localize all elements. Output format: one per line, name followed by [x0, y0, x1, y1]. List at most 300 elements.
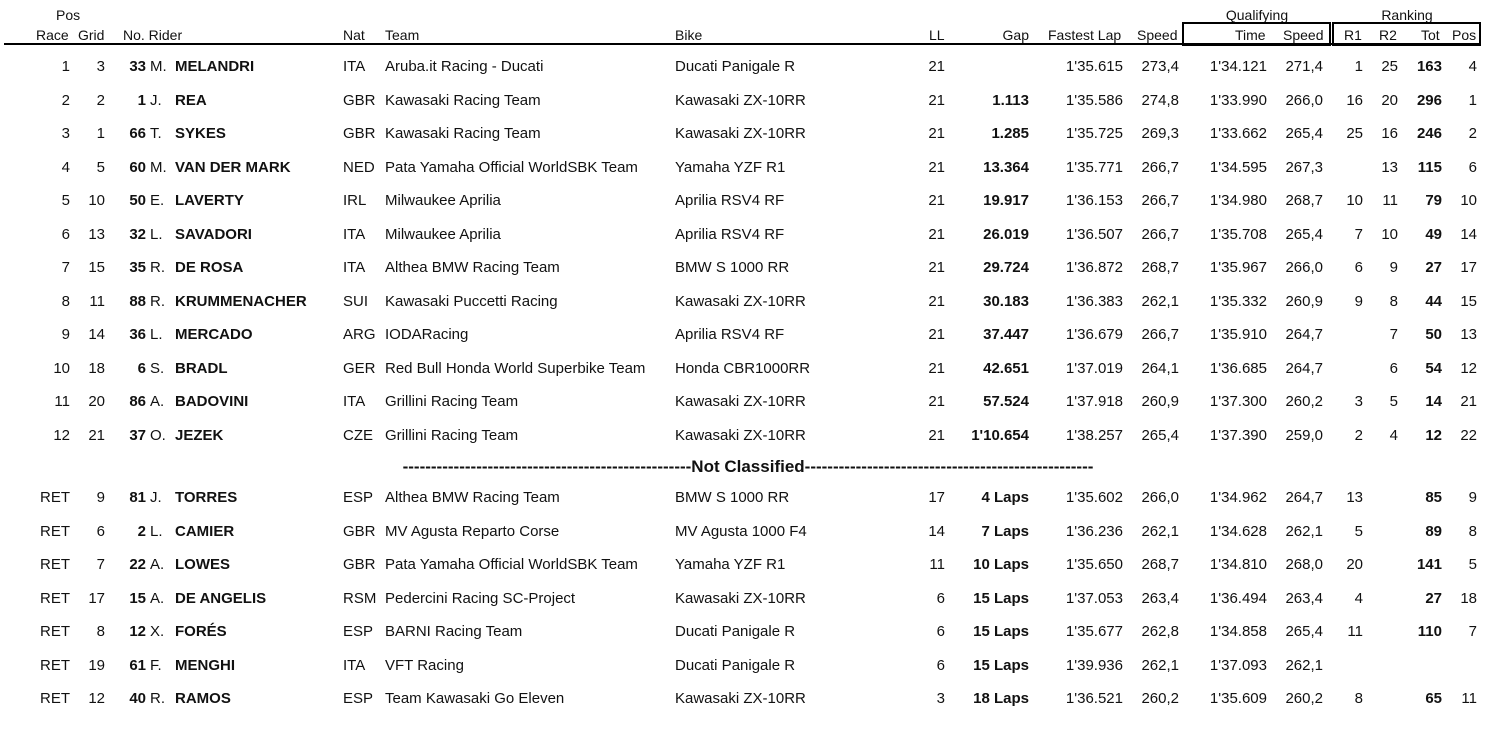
rider-name-cell: CAMIER	[175, 522, 235, 540]
ranking-r1-cell: 13	[1346, 489, 1363, 506]
rider-name-cell: LOWES	[175, 556, 230, 573]
header-q-time: Time	[1235, 27, 1266, 43]
speed-cell: 268,7	[1141, 556, 1179, 573]
fastest-lap-cell: 1'36.521	[1065, 690, 1123, 707]
laps-led-cell: 14	[928, 522, 945, 540]
ranking-pos-cell: 4	[1468, 58, 1477, 75]
speed-cell: 266,7	[1141, 158, 1179, 176]
qualifying-time-cell: 1'36.685	[1209, 359, 1267, 377]
fastest-lap-cell: 1'35.615	[1065, 58, 1123, 75]
qualifying-time-cell: 1'37.390	[1209, 426, 1267, 444]
rider-name-cell: RAMOS	[175, 690, 231, 707]
laps-led-cell: 11	[929, 556, 945, 573]
rider-number-cell: 60	[129, 158, 146, 176]
nationality-cell: ITA	[343, 259, 366, 276]
ranking-pos-cell: 18	[1460, 589, 1477, 607]
qualifying-speed-cell: 268,0	[1285, 556, 1323, 573]
rider-name-cell: DE ROSA	[175, 259, 244, 276]
gap-cell: 18 Laps	[973, 690, 1029, 707]
ranking-total-cell: 85	[1425, 489, 1442, 506]
team-cell: Milwaukee Aprilia	[385, 192, 501, 209]
bike-cell: BMW S 1000 RR	[675, 489, 790, 506]
gap-cell: 57.524	[983, 393, 1029, 410]
nationality-cell: CZE	[343, 426, 373, 444]
race-pos-cell: 4	[61, 158, 70, 176]
qualifying-time-cell: 1'34.121	[1209, 58, 1267, 75]
rider-name-cell: KRUMMENACHER	[175, 292, 307, 310]
qualifying-time-cell: 1'34.858	[1209, 623, 1267, 640]
nationality-cell: ITA	[343, 225, 366, 243]
laps-led-cell: 6	[936, 656, 945, 674]
fastest-lap-cell: 1'35.586	[1065, 91, 1123, 109]
fastest-lap-cell: 1'35.725	[1065, 125, 1123, 142]
ranking-r2-cell: 16	[1381, 125, 1398, 142]
fastest-lap-cell: 1'37.019	[1065, 359, 1123, 377]
race-pos-cell: 12	[53, 426, 70, 444]
bike-cell: Aprilia RSV4 RF	[675, 225, 785, 243]
fastest-lap-cell: 1'39.936	[1065, 656, 1123, 674]
ranking-pos-cell: 12	[1460, 359, 1477, 377]
fastest-lap-cell: 1'36.679	[1065, 326, 1123, 343]
rider-initial-cell: S.	[150, 359, 165, 377]
ranking-pos-cell: 13	[1460, 326, 1477, 343]
bike-cell: Ducati Panigale R	[675, 656, 796, 674]
team-cell: Pata Yamaha Official WorldSBK Team	[385, 556, 638, 573]
race-pos-cell: 3	[61, 125, 70, 142]
table-row	[0, 353, 1496, 386]
ranking-total-cell: 27	[1425, 259, 1442, 276]
team-cell: BARNI Racing Team	[385, 623, 523, 640]
nationality-cell: ESP	[343, 623, 374, 640]
rider-initial-cell: J.	[150, 489, 162, 506]
team-cell: Team Kawasaki Go Eleven	[385, 690, 565, 707]
nationality-cell: GBR	[343, 125, 376, 142]
rider-name-cell: JEZEK	[175, 426, 224, 444]
grid-cell: 15	[88, 259, 105, 276]
speed-cell: 264,1	[1141, 359, 1179, 377]
qualifying-speed-cell: 262,1	[1285, 656, 1323, 674]
rider-number-cell: 32	[129, 225, 146, 243]
ranking-total-cell: 141	[1416, 556, 1442, 573]
qualifying-time-cell: 1'35.967	[1209, 259, 1267, 276]
speed-cell: 263,4	[1141, 589, 1179, 607]
table-row	[0, 683, 1496, 716]
nationality-cell: ESP	[343, 690, 374, 707]
table-row	[0, 85, 1496, 118]
table-row	[0, 420, 1496, 453]
team-cell: Kawasaki Puccetti Racing	[385, 292, 558, 310]
rider-name-cell: VAN DER MARK	[175, 158, 291, 176]
header-no-rider: No. Rider	[123, 27, 183, 43]
bike-cell: Ducati Panigale R	[675, 623, 796, 640]
nationality-cell: ITA	[343, 393, 366, 410]
qualifying-time-cell: 1'34.980	[1209, 192, 1267, 209]
ranking-pos-cell: 17	[1460, 259, 1477, 276]
rider-number-cell: 12	[129, 623, 146, 640]
ranking-total-cell: 54	[1425, 359, 1442, 377]
ranking-r1-cell: 20	[1346, 556, 1363, 573]
nationality-cell: GER	[343, 359, 376, 377]
ranking-r1-cell: 4	[1354, 589, 1363, 607]
team-cell: Red Bull Honda World Superbike Team	[385, 359, 646, 377]
rider-initial-cell: R.	[150, 292, 165, 310]
rider-number-cell: 22	[129, 556, 146, 573]
header-fastest-lap: Fastest Lap	[1048, 27, 1122, 43]
grid-cell: 20	[88, 393, 105, 410]
bike-cell: Kawasaki ZX-10RR	[675, 393, 806, 410]
ranking-pos-cell: 15	[1460, 292, 1477, 310]
qualifying-time-cell: 1'37.093	[1209, 656, 1267, 674]
race-pos-cell: 8	[61, 292, 70, 310]
laps-led-cell: 21	[928, 192, 945, 209]
speed-cell: 265,4	[1141, 426, 1179, 444]
qualifying-time-cell: 1'35.609	[1209, 690, 1267, 707]
rider-initial-cell: J.	[150, 91, 162, 109]
race-pos-cell: RET	[40, 556, 70, 573]
speed-cell: 268,7	[1141, 259, 1179, 276]
gap-cell: 15 Laps	[973, 623, 1029, 640]
speed-cell: 266,7	[1141, 326, 1179, 343]
qualifying-time-cell: 1'35.332	[1209, 292, 1267, 310]
qualifying-speed-cell: 266,0	[1285, 259, 1323, 276]
laps-led-cell: 6	[936, 589, 945, 607]
rider-initial-cell: A.	[150, 393, 165, 410]
nationality-cell: GBR	[343, 91, 376, 109]
grid-cell: 2	[96, 91, 105, 109]
rider-name-cell: BADOVINI	[175, 393, 249, 410]
grid-cell: 13	[88, 225, 105, 243]
qualifying-speed-cell: 259,0	[1285, 426, 1323, 444]
rider-name-cell: MENGHI	[175, 656, 235, 674]
race-pos-cell: 6	[61, 225, 70, 243]
race-pos-cell: RET	[40, 589, 70, 607]
bike-cell: Kawasaki ZX-10RR	[675, 426, 806, 444]
team-cell: Pata Yamaha Official WorldSBK Team	[385, 158, 638, 176]
ranking-r1-cell: 9	[1354, 292, 1363, 310]
team-cell: VFT Racing	[385, 656, 464, 674]
laps-led-cell: 17	[928, 489, 945, 506]
ranking-total-cell: 296	[1416, 91, 1442, 109]
grid-cell: 8	[96, 623, 105, 640]
bike-cell: Kawasaki ZX-10RR	[675, 292, 806, 310]
ranking-r2-cell: 6	[1389, 359, 1398, 377]
rider-number-cell: 1	[137, 91, 146, 109]
ranking-r2-cell: 11	[1382, 192, 1398, 209]
rider-initial-cell: L.	[150, 326, 163, 343]
qualifying-speed-cell: 267,3	[1285, 158, 1323, 176]
ranking-total-cell: 27	[1425, 589, 1442, 607]
rider-name-cell: SAVADORI	[175, 225, 252, 243]
header-pos: Pos	[56, 7, 81, 23]
bike-cell: BMW S 1000 RR	[675, 259, 790, 276]
grid-cell: 5	[96, 158, 105, 176]
ranking-r1-cell: 5	[1354, 522, 1363, 540]
gap-cell: 1'10.654	[971, 426, 1029, 444]
fastest-lap-cell: 1'36.153	[1065, 192, 1123, 209]
grid-cell: 21	[88, 426, 105, 444]
ranking-total-cell: 115	[1417, 158, 1442, 176]
ranking-pos-cell: 9	[1468, 489, 1477, 506]
rider-number-cell: 35	[129, 259, 146, 276]
rider-name-cell: SYKES	[175, 125, 226, 142]
qualifying-time-cell: 1'35.910	[1209, 326, 1267, 343]
nationality-cell: ITA	[343, 656, 366, 674]
laps-led-cell: 21	[928, 225, 945, 243]
grid-cell: 14	[88, 326, 105, 343]
bike-cell: Kawasaki ZX-10RR	[675, 589, 806, 607]
table-row	[0, 386, 1496, 419]
team-cell: Althea BMW Racing Team	[385, 489, 560, 506]
gap-cell: 19.917	[983, 192, 1029, 209]
rider-number-cell: 88	[129, 292, 146, 310]
speed-cell: 266,0	[1141, 489, 1179, 506]
bike-cell: Yamaha YZF R1	[675, 158, 786, 176]
bike-cell: Ducati Panigale R	[675, 58, 796, 75]
race-pos-cell: RET	[40, 522, 70, 540]
ranking-pos-cell: 6	[1468, 158, 1477, 176]
nationality-cell: RSM	[343, 589, 377, 607]
gap-cell: 10 Laps	[973, 556, 1029, 573]
header-q-speed: Speed	[1283, 27, 1324, 43]
fastest-lap-cell: 1'37.053	[1065, 589, 1123, 607]
qualifying-speed-cell: 271,4	[1285, 58, 1323, 75]
gap-cell: 1.285	[991, 125, 1029, 142]
ranking-pos-cell: 10	[1460, 192, 1477, 209]
gap-cell: 30.183	[983, 292, 1029, 310]
rider-number-cell: 61	[129, 656, 146, 674]
laps-led-cell: 21	[928, 326, 945, 343]
team-cell: IODARacing	[385, 326, 469, 343]
qualifying-speed-cell: 264,7	[1285, 326, 1323, 343]
bike-cell: Kawasaki ZX-10RR	[675, 91, 806, 109]
qualifying-speed-cell: 266,0	[1285, 91, 1323, 109]
fastest-lap-cell: 1'35.771	[1065, 158, 1123, 176]
grid-cell: 19	[88, 656, 105, 674]
ranking-pos-cell: 1	[1468, 91, 1477, 109]
qualifying-time-cell: 1'34.962	[1209, 489, 1267, 506]
qualifying-speed-cell: 264,7	[1285, 489, 1323, 506]
rider-initial-cell: L.	[150, 522, 163, 540]
rider-initial-cell: R.	[150, 690, 165, 707]
laps-led-cell: 21	[928, 91, 945, 109]
ranking-total-cell: 110	[1417, 623, 1442, 640]
ranking-r2-cell: 25	[1381, 58, 1398, 75]
qualifying-time-cell: 1'33.990	[1209, 91, 1267, 109]
grid-cell: 10	[88, 192, 105, 209]
laps-led-cell: 21	[928, 292, 945, 310]
table-row	[0, 252, 1496, 285]
nationality-cell: ESP	[343, 489, 374, 506]
ranking-pos-cell: 7	[1468, 623, 1477, 640]
race-pos-cell: RET	[40, 489, 70, 506]
header-bike: Bike	[675, 27, 703, 43]
rider-initial-cell: M.	[150, 58, 167, 75]
qualifying-speed-cell: 268,7	[1285, 192, 1323, 209]
team-cell: Althea BMW Racing Team	[385, 259, 560, 276]
rider-initial-cell: O.	[150, 426, 166, 444]
speed-cell: 273,4	[1141, 58, 1179, 75]
race-pos-cell: RET	[40, 623, 70, 640]
rider-name-cell: MERCADO	[175, 326, 253, 343]
header-grid: Grid	[78, 27, 105, 43]
nationality-cell: GBR	[343, 522, 376, 540]
laps-led-cell: 6	[936, 623, 945, 640]
gap-cell: 15 Laps	[973, 589, 1029, 607]
table-row	[0, 616, 1496, 649]
ranking-total-cell: 79	[1425, 192, 1442, 209]
qualifying-speed-cell: 264,7	[1285, 359, 1323, 377]
laps-led-cell: 21	[928, 58, 945, 75]
table-row	[0, 152, 1496, 185]
qualifying-time-cell: 1'35.708	[1209, 225, 1267, 243]
rider-name-cell: LAVERTY	[175, 192, 244, 209]
rider-number-cell: 36	[129, 326, 146, 343]
rider-name-cell: FORÉS	[175, 623, 227, 640]
rider-initial-cell: X.	[150, 623, 165, 640]
rider-number-cell: 33	[129, 58, 146, 75]
team-cell: MV Agusta Reparto Corse	[385, 522, 560, 540]
fastest-lap-cell: 1'35.677	[1065, 623, 1123, 640]
team-cell: Kawasaki Racing Team	[385, 125, 541, 142]
speed-cell: 266,7	[1141, 225, 1179, 243]
table-row	[0, 583, 1496, 616]
gap-cell: 15 Laps	[973, 656, 1029, 674]
header-r1: R1	[1344, 27, 1362, 43]
nationality-cell: SUI	[343, 292, 369, 310]
ranking-pos-cell: 5	[1468, 556, 1477, 573]
qualifying-speed-cell: 262,1	[1285, 522, 1323, 540]
header-team: Team	[385, 27, 420, 43]
gap-cell: 4 Laps	[981, 489, 1029, 506]
race-pos-cell: 2	[61, 91, 70, 109]
bike-cell: Honda CBR1000RR	[675, 359, 811, 377]
laps-led-cell: 21	[928, 158, 945, 176]
ranking-pos-cell: 21	[1460, 393, 1477, 410]
ranking-total-cell: 14	[1425, 393, 1442, 410]
rider-initial-cell: M.	[150, 158, 167, 176]
gap-cell: 26.019	[983, 225, 1029, 243]
header-rank-pos: Pos	[1452, 27, 1477, 43]
grid-cell: 18	[88, 359, 105, 377]
ranking-pos-cell: 8	[1468, 522, 1477, 540]
bike-cell: Aprilia RSV4 RF	[675, 192, 785, 209]
table-row	[0, 118, 1496, 151]
grid-cell: 7	[96, 556, 105, 573]
gap-cell: 29.724	[983, 259, 1029, 276]
qualifying-time-cell: 1'36.494	[1209, 589, 1267, 607]
rider-number-cell: 81	[129, 489, 146, 506]
fastest-lap-cell: 1'36.872	[1065, 259, 1123, 276]
header-race: Race	[36, 27, 69, 43]
fastest-lap-cell: 1'37.918	[1065, 393, 1123, 410]
speed-cell: 262,1	[1141, 522, 1179, 540]
table-row	[0, 51, 1496, 84]
ranking-r1-cell: 3	[1354, 393, 1363, 410]
race-pos-cell: 1	[61, 58, 70, 75]
rider-initial-cell: A.	[150, 589, 165, 607]
header-ll: LL	[929, 27, 945, 43]
table-row	[0, 219, 1496, 252]
race-pos-cell: RET	[40, 656, 70, 674]
header-nat: Nat	[343, 27, 365, 43]
bike-cell: Aprilia RSV4 RF	[675, 326, 785, 343]
qualifying-speed-cell: 260,9	[1285, 292, 1323, 310]
race-pos-cell: 11	[54, 393, 70, 410]
gap-cell: 42.651	[983, 359, 1029, 377]
ranking-r2-cell: 13	[1381, 158, 1398, 176]
qualifying-time-cell: 1'37.300	[1209, 393, 1267, 410]
fastest-lap-cell: 1'35.650	[1065, 556, 1123, 573]
qualifying-speed-cell: 265,4	[1285, 125, 1323, 142]
race-pos-cell: 9	[61, 326, 70, 343]
ranking-r2-cell: 5	[1389, 393, 1398, 410]
bike-cell: Yamaha YZF R1	[675, 556, 786, 573]
rider-initial-cell: A.	[150, 556, 165, 573]
gap-cell: 7 Laps	[981, 522, 1029, 540]
ranking-r2-cell: 7	[1389, 326, 1398, 343]
speed-cell: 260,9	[1141, 393, 1179, 410]
race-pos-cell: 10	[53, 359, 70, 377]
nationality-cell: NED	[343, 158, 375, 176]
team-cell: Kawasaki Racing Team	[385, 91, 541, 109]
grid-cell: 9	[96, 489, 105, 506]
bike-cell: Kawasaki ZX-10RR	[675, 125, 806, 142]
ranking-r1-cell: 8	[1354, 690, 1363, 707]
rider-number-cell: 15	[129, 589, 146, 607]
team-cell: Pedercini Racing SC-Project	[385, 589, 576, 607]
ranking-total-cell: 163	[1416, 58, 1442, 75]
ranking-r2-cell: 9	[1389, 259, 1398, 276]
rider-number-cell: 40	[129, 690, 146, 707]
header-tot: Tot	[1421, 27, 1440, 43]
rider-number-cell: 37	[129, 426, 146, 444]
header-gap: Gap	[1002, 27, 1029, 43]
speed-cell: 262,1	[1141, 656, 1179, 674]
rider-name-cell: BRADL	[175, 359, 228, 377]
team-cell: Milwaukee Aprilia	[385, 225, 501, 243]
ranking-r2-cell: 8	[1389, 292, 1398, 310]
rider-initial-cell: T.	[150, 125, 162, 142]
bike-cell: MV Agusta 1000 F4	[675, 522, 807, 540]
header-r2: R2	[1379, 27, 1397, 43]
rider-name-cell: MELANDRI	[175, 58, 255, 75]
qualifying-speed-cell: 260,2	[1285, 393, 1323, 410]
qualifying-speed-cell: 260,2	[1285, 690, 1323, 707]
grid-cell: 12	[88, 690, 105, 707]
race-pos-cell: RET	[40, 690, 70, 707]
qualifying-time-cell: 1'33.662	[1209, 125, 1267, 142]
qualifying-speed-cell: 265,4	[1285, 225, 1323, 243]
grid-cell: 6	[96, 522, 105, 540]
grid-cell: 3	[96, 58, 105, 75]
grid-cell: 1	[96, 125, 105, 142]
speed-cell: 266,7	[1141, 192, 1179, 209]
qualifying-speed-cell: 265,4	[1285, 623, 1323, 640]
rider-initial-cell: R.	[150, 259, 165, 276]
team-cell: Aruba.it Racing - Ducati	[385, 58, 544, 75]
rider-name-cell: REA	[175, 91, 207, 109]
fastest-lap-cell: 1'38.257	[1065, 426, 1123, 444]
ranking-r2-cell: 10	[1381, 225, 1398, 243]
table-row	[0, 549, 1496, 582]
table-row	[0, 516, 1496, 549]
race-pos-cell: 5	[61, 192, 70, 209]
table-row	[0, 286, 1496, 319]
rider-initial-cell: L.	[150, 225, 163, 243]
ranking-r1-cell: 1	[1354, 58, 1363, 75]
gap-cell: 13.364	[983, 158, 1029, 176]
ranking-r1-cell: 7	[1354, 225, 1363, 243]
